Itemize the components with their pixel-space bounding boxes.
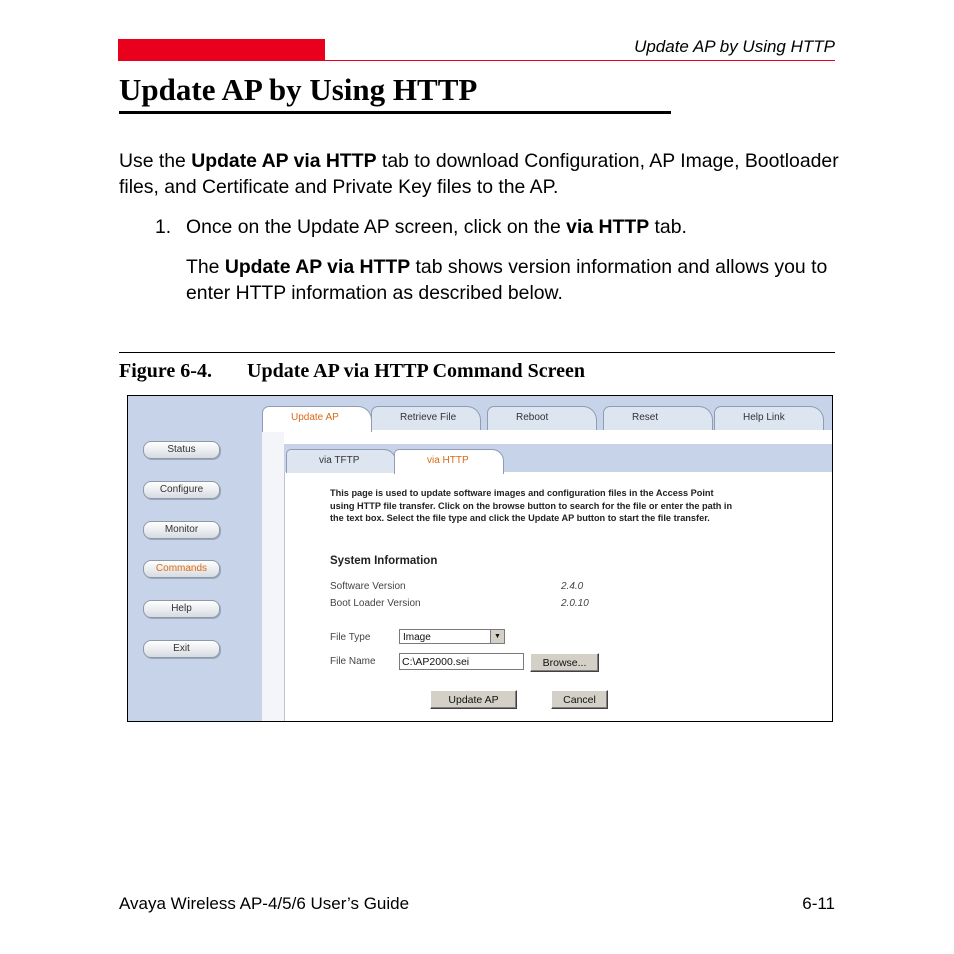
- nav-exit-button[interactable]: Exit: [143, 640, 220, 658]
- tab-reboot[interactable]: [487, 406, 597, 431]
- figure-rule: [119, 352, 835, 353]
- file-name-label: File Name: [330, 656, 376, 667]
- tab-label: Help Link: [743, 412, 785, 423]
- nav-status-button[interactable]: Status: [143, 441, 220, 459]
- figure-caption: [119, 360, 585, 383]
- subtab-via-tftp[interactable]: [286, 449, 396, 473]
- tab-help-link[interactable]: [714, 406, 824, 431]
- intro-bold-text: Update AP via HTTP: [191, 150, 377, 172]
- update-description: This page is used to update software images and configuration files in the Access Point using HTTP file transfer. Click on the browse button to search for the file or enter the path in the text box. Select the file type and click the Update AP button to start the file transfer.: [330, 488, 733, 523]
- detail-bold-text: Update AP via HTTP: [224, 256, 411, 278]
- intro-paragraph: [119, 148, 839, 200]
- tab-reset[interactable]: [603, 406, 713, 431]
- file-type-label: File Type: [330, 632, 371, 643]
- cancel-button[interactable]: Cancel: [551, 690, 608, 709]
- tab-label: Reboot: [516, 412, 549, 423]
- figure-label: Figure 6-4.: [119, 360, 212, 382]
- nav-sidebar: [128, 396, 262, 721]
- footer-guide-title: Avaya Wireless AP-4/5/6 User’s Guide: [119, 894, 410, 913]
- software-version-value: 2.4.0: [561, 581, 584, 592]
- step-bold-text: via HTTP: [566, 216, 650, 238]
- running-header: Update AP by Using HTTP: [634, 37, 835, 56]
- bootloader-version-value: 2.0.10: [561, 598, 589, 609]
- detail-text-1: The: [186, 256, 225, 278]
- header-accent-bar: [118, 39, 325, 60]
- file-type-value: Image: [403, 632, 431, 643]
- chevron-down-icon[interactable]: ▼: [490, 630, 504, 643]
- footer-page-number: 6-11: [802, 894, 835, 913]
- nav-configure-button[interactable]: Configure: [143, 481, 220, 499]
- panel-divider: [284, 472, 285, 721]
- file-name-input[interactable]: C:\AP2000.sei: [399, 653, 524, 670]
- page-title: Update AP by Using HTTP: [119, 72, 478, 107]
- browse-button[interactable]: Browse...: [530, 653, 599, 672]
- detail-text-2: tab shows version information and allows you to enter HTTP information as described below.: [186, 256, 828, 304]
- file-type-select[interactable]: [399, 629, 505, 644]
- intro-text-1: Use the: [119, 150, 192, 172]
- intro-text-2: tab to download Configuration, AP Image, Bootloader files, and Certificate and Private Key files to the AP.: [119, 150, 839, 198]
- tab-label: Reset: [632, 412, 659, 423]
- subtab-via-http[interactable]: [394, 449, 504, 474]
- tab-label: Update AP: [291, 412, 339, 423]
- software-version-label: Software Version: [330, 581, 406, 592]
- tab-retrieve-file[interactable]: [371, 406, 481, 431]
- step-text-2: tab.: [649, 216, 687, 238]
- nav-monitor-button[interactable]: Monitor: [143, 521, 220, 539]
- tab-label: Retrieve File: [400, 412, 457, 423]
- step-number: 1.: [155, 216, 172, 238]
- tab-update-ap[interactable]: [262, 406, 372, 432]
- update-ap-button[interactable]: Update AP: [430, 690, 517, 709]
- nav-commands-button[interactable]: Commands: [143, 560, 220, 578]
- header-rule: [118, 60, 835, 61]
- subtab-label: via TFTP: [319, 455, 360, 466]
- system-info-heading: System Information: [330, 555, 438, 567]
- title-underline: [119, 111, 671, 114]
- ap-web-screenshot: [127, 395, 833, 722]
- step-1-detail: [186, 254, 836, 306]
- subtab-label: via HTTP: [427, 455, 469, 466]
- content-margin: [262, 430, 284, 721]
- content-panel: [262, 430, 832, 721]
- bootloader-version-label: Boot Loader Version: [330, 598, 421, 609]
- figure-title: Update AP via HTTP Command Screen: [247, 360, 585, 382]
- step-text-1: Once on the Update AP screen, click on the: [186, 216, 567, 238]
- nav-help-button[interactable]: Help: [143, 600, 220, 618]
- step-1: [155, 214, 845, 240]
